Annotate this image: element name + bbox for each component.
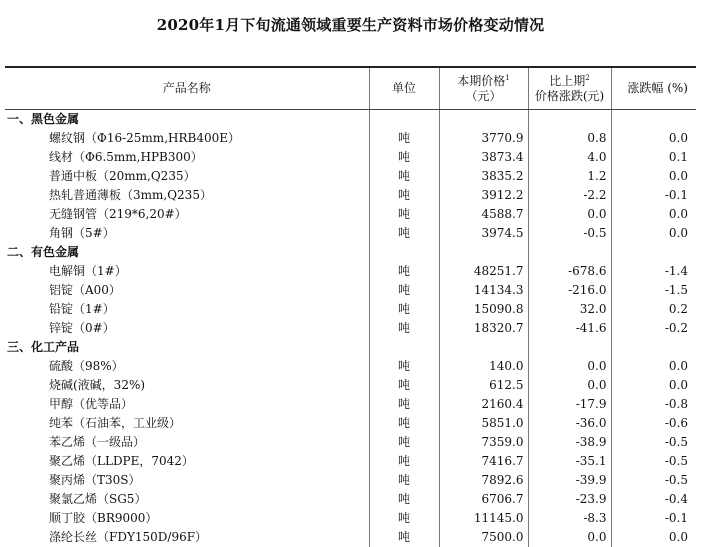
table-row	[5, 224, 696, 243]
table-row	[5, 509, 696, 528]
price-cell: 14134.3	[439, 281, 528, 300]
unit-cell: 吨	[369, 281, 439, 300]
header-pct: 涨跌幅 (%)	[611, 67, 696, 110]
price-cell: 48251.7	[439, 262, 528, 281]
product-name-cell: 普通中板（20mm,Q235）	[5, 167, 369, 186]
pct-cell: -1.4	[611, 262, 696, 281]
unit-cell: 吨	[369, 262, 439, 281]
page-title: 2020年1月下旬流通领域重要生产资料市场价格变动情况	[0, 14, 701, 35]
table-row	[5, 148, 696, 167]
change-cell: 1.2	[528, 167, 611, 186]
header-product-name: 产品名称	[5, 67, 369, 110]
product-name-cell: 甲醇（优等品）	[5, 395, 369, 414]
change-cell: 0.0	[528, 528, 611, 547]
unit-cell: 吨	[369, 509, 439, 528]
table-row	[5, 300, 696, 319]
product-name-cell: 锌锭（0#）	[5, 319, 369, 338]
change-cell: 0.0	[528, 205, 611, 224]
change-cell: -38.9	[528, 433, 611, 452]
table-row	[5, 490, 696, 509]
unit-cell: 吨	[369, 319, 439, 338]
empty-cell	[528, 110, 611, 130]
table-row	[5, 205, 696, 224]
price-cell: 7416.7	[439, 452, 528, 471]
unit-cell: 吨	[369, 433, 439, 452]
change-cell: -2.2	[528, 186, 611, 205]
pct-cell: 0.2	[611, 300, 696, 319]
product-name-cell: 线材（Φ6.5mm,HPB300）	[5, 148, 369, 167]
unit-cell: 吨	[369, 376, 439, 395]
table-row	[5, 471, 696, 490]
product-name-cell: 纯苯（石油苯，工业级）	[5, 414, 369, 433]
table-body	[5, 110, 696, 547]
change-cell: 0.0	[528, 376, 611, 395]
change-cell: -35.1	[528, 452, 611, 471]
header-unit: 单位	[369, 67, 439, 110]
price-cell: 5851.0	[439, 414, 528, 433]
price-cell: 4588.7	[439, 205, 528, 224]
unit-cell: 吨	[369, 528, 439, 547]
section-title: 三、化工产品	[5, 338, 369, 357]
unit-cell: 吨	[369, 414, 439, 433]
empty-cell	[369, 110, 439, 130]
unit-cell: 吨	[369, 186, 439, 205]
price-cell: 18320.7	[439, 319, 528, 338]
table-row	[5, 395, 696, 414]
header-price-line1: 本期价格	[457, 74, 505, 88]
pct-cell: -0.1	[611, 509, 696, 528]
change-cell: 0.0	[528, 357, 611, 376]
table-row	[5, 167, 696, 186]
product-name-cell: 聚乙烯（LLDPE，7042）	[5, 452, 369, 471]
change-cell: -36.0	[528, 414, 611, 433]
price-cell: 7359.0	[439, 433, 528, 452]
pct-cell: 0.0	[611, 167, 696, 186]
product-name-cell: 苯乙烯（一级品）	[5, 433, 369, 452]
unit-cell: 吨	[369, 471, 439, 490]
pct-cell: 0.1	[611, 148, 696, 167]
unit-cell: 吨	[369, 167, 439, 186]
change-cell: -41.6	[528, 319, 611, 338]
empty-cell	[369, 338, 439, 357]
table-row	[5, 414, 696, 433]
unit-cell: 吨	[369, 395, 439, 414]
pct-cell: 0.0	[611, 376, 696, 395]
product-name-cell: 铝锭（A00）	[5, 281, 369, 300]
empty-cell	[369, 243, 439, 262]
table-row	[5, 376, 696, 395]
pct-cell: -0.1	[611, 186, 696, 205]
product-name-cell: 热轧普通薄板（3mm,Q235）	[5, 186, 369, 205]
price-cell: 3770.9	[439, 129, 528, 148]
pct-cell: -1.5	[611, 281, 696, 300]
empty-cell	[439, 110, 528, 130]
change-cell: -8.3	[528, 509, 611, 528]
unit-cell: 吨	[369, 357, 439, 376]
header-change-footnote: 2	[585, 74, 589, 82]
change-cell: -678.6	[528, 262, 611, 281]
section-header-row	[5, 110, 696, 130]
header-change	[528, 67, 611, 110]
product-name-cell: 螺纹钢（Φ16-25mm,HRB400E）	[5, 129, 369, 148]
product-name-cell: 聚氯乙烯（SG5）	[5, 490, 369, 509]
price-cell: 140.0	[439, 357, 528, 376]
empty-cell	[611, 338, 696, 357]
header-change-line2: 价格涨跌(元)	[535, 89, 604, 103]
change-cell: 0.8	[528, 129, 611, 148]
product-name-cell: 电解铜（1#）	[5, 262, 369, 281]
change-cell: -39.9	[528, 471, 611, 490]
unit-cell: 吨	[369, 490, 439, 509]
product-name-cell: 角钢（5#）	[5, 224, 369, 243]
pct-cell: 0.0	[611, 357, 696, 376]
table-row	[5, 433, 696, 452]
header-price	[439, 67, 528, 110]
pct-cell: -0.5	[611, 452, 696, 471]
table-row	[5, 262, 696, 281]
table-row	[5, 281, 696, 300]
unit-cell: 吨	[369, 224, 439, 243]
price-table	[5, 66, 696, 547]
pct-cell: 0.0	[611, 129, 696, 148]
change-cell: 4.0	[528, 148, 611, 167]
price-cell: 11145.0	[439, 509, 528, 528]
price-cell: 612.5	[439, 376, 528, 395]
pct-cell: 0.0	[611, 205, 696, 224]
product-name-cell: 无缝钢管（219*6,20#）	[5, 205, 369, 224]
table-row	[5, 357, 696, 376]
empty-cell	[528, 338, 611, 357]
product-name-cell: 涤纶长丝（FDY150D/96F）	[5, 528, 369, 547]
product-name-cell: 铅锭（1#）	[5, 300, 369, 319]
price-cell: 3974.5	[439, 224, 528, 243]
header-price-footnote: 1	[505, 74, 509, 82]
unit-cell: 吨	[369, 300, 439, 319]
price-cell: 6706.7	[439, 490, 528, 509]
header-change-line1: 比上期	[549, 74, 585, 88]
pct-cell: -0.6	[611, 414, 696, 433]
unit-cell: 吨	[369, 148, 439, 167]
empty-cell	[439, 243, 528, 262]
price-cell: 3873.4	[439, 148, 528, 167]
section-title: 二、有色金属	[5, 243, 369, 262]
unit-cell: 吨	[369, 205, 439, 224]
pct-cell: 0.0	[611, 528, 696, 547]
pct-cell: -0.2	[611, 319, 696, 338]
empty-cell	[528, 243, 611, 262]
header-price-line2: （元）	[465, 89, 501, 103]
empty-cell	[611, 243, 696, 262]
table-row	[5, 528, 696, 547]
change-cell: -17.9	[528, 395, 611, 414]
price-cell: 7500.0	[439, 528, 528, 547]
table-header-row	[5, 67, 696, 110]
unit-cell: 吨	[369, 452, 439, 471]
product-name-cell: 顺丁胶（BR9000）	[5, 509, 369, 528]
table-row	[5, 129, 696, 148]
pct-cell: -0.5	[611, 471, 696, 490]
price-cell: 3912.2	[439, 186, 528, 205]
empty-cell	[439, 338, 528, 357]
price-cell: 3835.2	[439, 167, 528, 186]
table-row	[5, 186, 696, 205]
product-name-cell: 烧碱(液碱，32%)	[5, 376, 369, 395]
price-cell: 7892.6	[439, 471, 528, 490]
pct-cell: -0.8	[611, 395, 696, 414]
pct-cell: -0.4	[611, 490, 696, 509]
change-cell: 32.0	[528, 300, 611, 319]
change-cell: -216.0	[528, 281, 611, 300]
table-row	[5, 452, 696, 471]
price-cell: 15090.8	[439, 300, 528, 319]
pct-cell: -0.5	[611, 433, 696, 452]
empty-cell	[611, 110, 696, 130]
price-cell: 2160.4	[439, 395, 528, 414]
section-header-row	[5, 243, 696, 262]
pct-cell: 0.0	[611, 224, 696, 243]
product-name-cell: 硫酸（98%）	[5, 357, 369, 376]
unit-cell: 吨	[369, 129, 439, 148]
table-row	[5, 319, 696, 338]
change-cell: -23.9	[528, 490, 611, 509]
section-title: 一、黑色金属	[5, 110, 369, 130]
change-cell: -0.5	[528, 224, 611, 243]
section-header-row	[5, 338, 696, 357]
product-name-cell: 聚丙烯（T30S）	[5, 471, 369, 490]
